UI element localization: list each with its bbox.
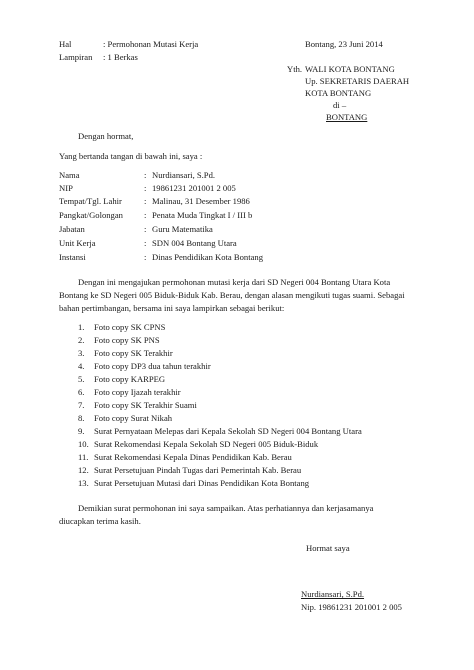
- recipient-line4: di –: [333, 100, 347, 110]
- lampiran-label: Lampiran: [59, 52, 93, 62]
- body-line-1: Dengan ini mengajukan permohonan mutasi kerja dari SD Negeri 004 Bontang Utara Kota: [78, 277, 391, 287]
- identity-value: Nurdiansari, S.Pd.: [152, 170, 216, 180]
- hal-label: Hal: [59, 39, 72, 49]
- recipient-line2: Up. SEKRETARIS DAERAH: [305, 76, 410, 86]
- signature-name: Nurdiansari, S.Pd.: [301, 589, 365, 599]
- recipient-line5: BONTANG: [326, 112, 368, 122]
- identity-label: Nama: [59, 170, 80, 180]
- identity-value: Penata Muda Tingkat I / III b: [152, 210, 253, 220]
- hal-value: : Permohonan Mutasi Kerja: [103, 39, 199, 49]
- identity-value: Dinas Pendidikan Kota Bontang: [152, 252, 263, 262]
- identity-label: Pangkat/Golongan: [59, 210, 123, 220]
- identity-label: NIP: [59, 183, 73, 193]
- signature-greeting: Hormat saya: [306, 543, 350, 553]
- recipient-line1: WALI KOTA BONTANG: [305, 64, 395, 74]
- body-line-2: Bontang ke SD Negeri 005 Biduk-Biduk Kab. Berau, dengan alasan mengikuti tugas suami. Sebagai: [59, 290, 405, 300]
- identity-label: Unit Kerja: [59, 238, 96, 248]
- body-line-3: bahan pertimbangan, bersama ini saya lampirkan sebagai berikut:: [59, 303, 285, 313]
- recipient-prefix: Yth.: [287, 64, 303, 74]
- intro-text: Yang bertanda tangan di bawah ini, saya :: [59, 151, 203, 161]
- identity-value: Guru Matematika: [152, 224, 213, 234]
- identity-value: 19861231 201001 2 005: [152, 183, 236, 193]
- identity-value: Malinau, 31 Desember 1986: [152, 196, 250, 206]
- recipient-line3: KOTA BONTANG: [305, 88, 372, 98]
- place-date: Bontang, 23 Juni 2014: [305, 39, 383, 49]
- identity-label: Instansi: [59, 252, 86, 262]
- closing-line-2: diucapkan terima kasih.: [59, 516, 141, 526]
- identity-value: SDN 004 Bontang Utara: [152, 238, 237, 248]
- lampiran-value: : 1 Berkas: [103, 52, 138, 62]
- closing-line-1: Demikian surat permohonan ini saya sampaikan. Atas perhatiannya dan kerjasamanya: [78, 503, 374, 513]
- identity-label: Jabatan: [59, 224, 85, 234]
- identity-label: Tempat/Tgl. Lahir: [59, 196, 122, 206]
- signature-nip: Nip. 19861231 201001 2 005: [301, 602, 402, 612]
- salutation: Dengan hormat,: [78, 131, 134, 141]
